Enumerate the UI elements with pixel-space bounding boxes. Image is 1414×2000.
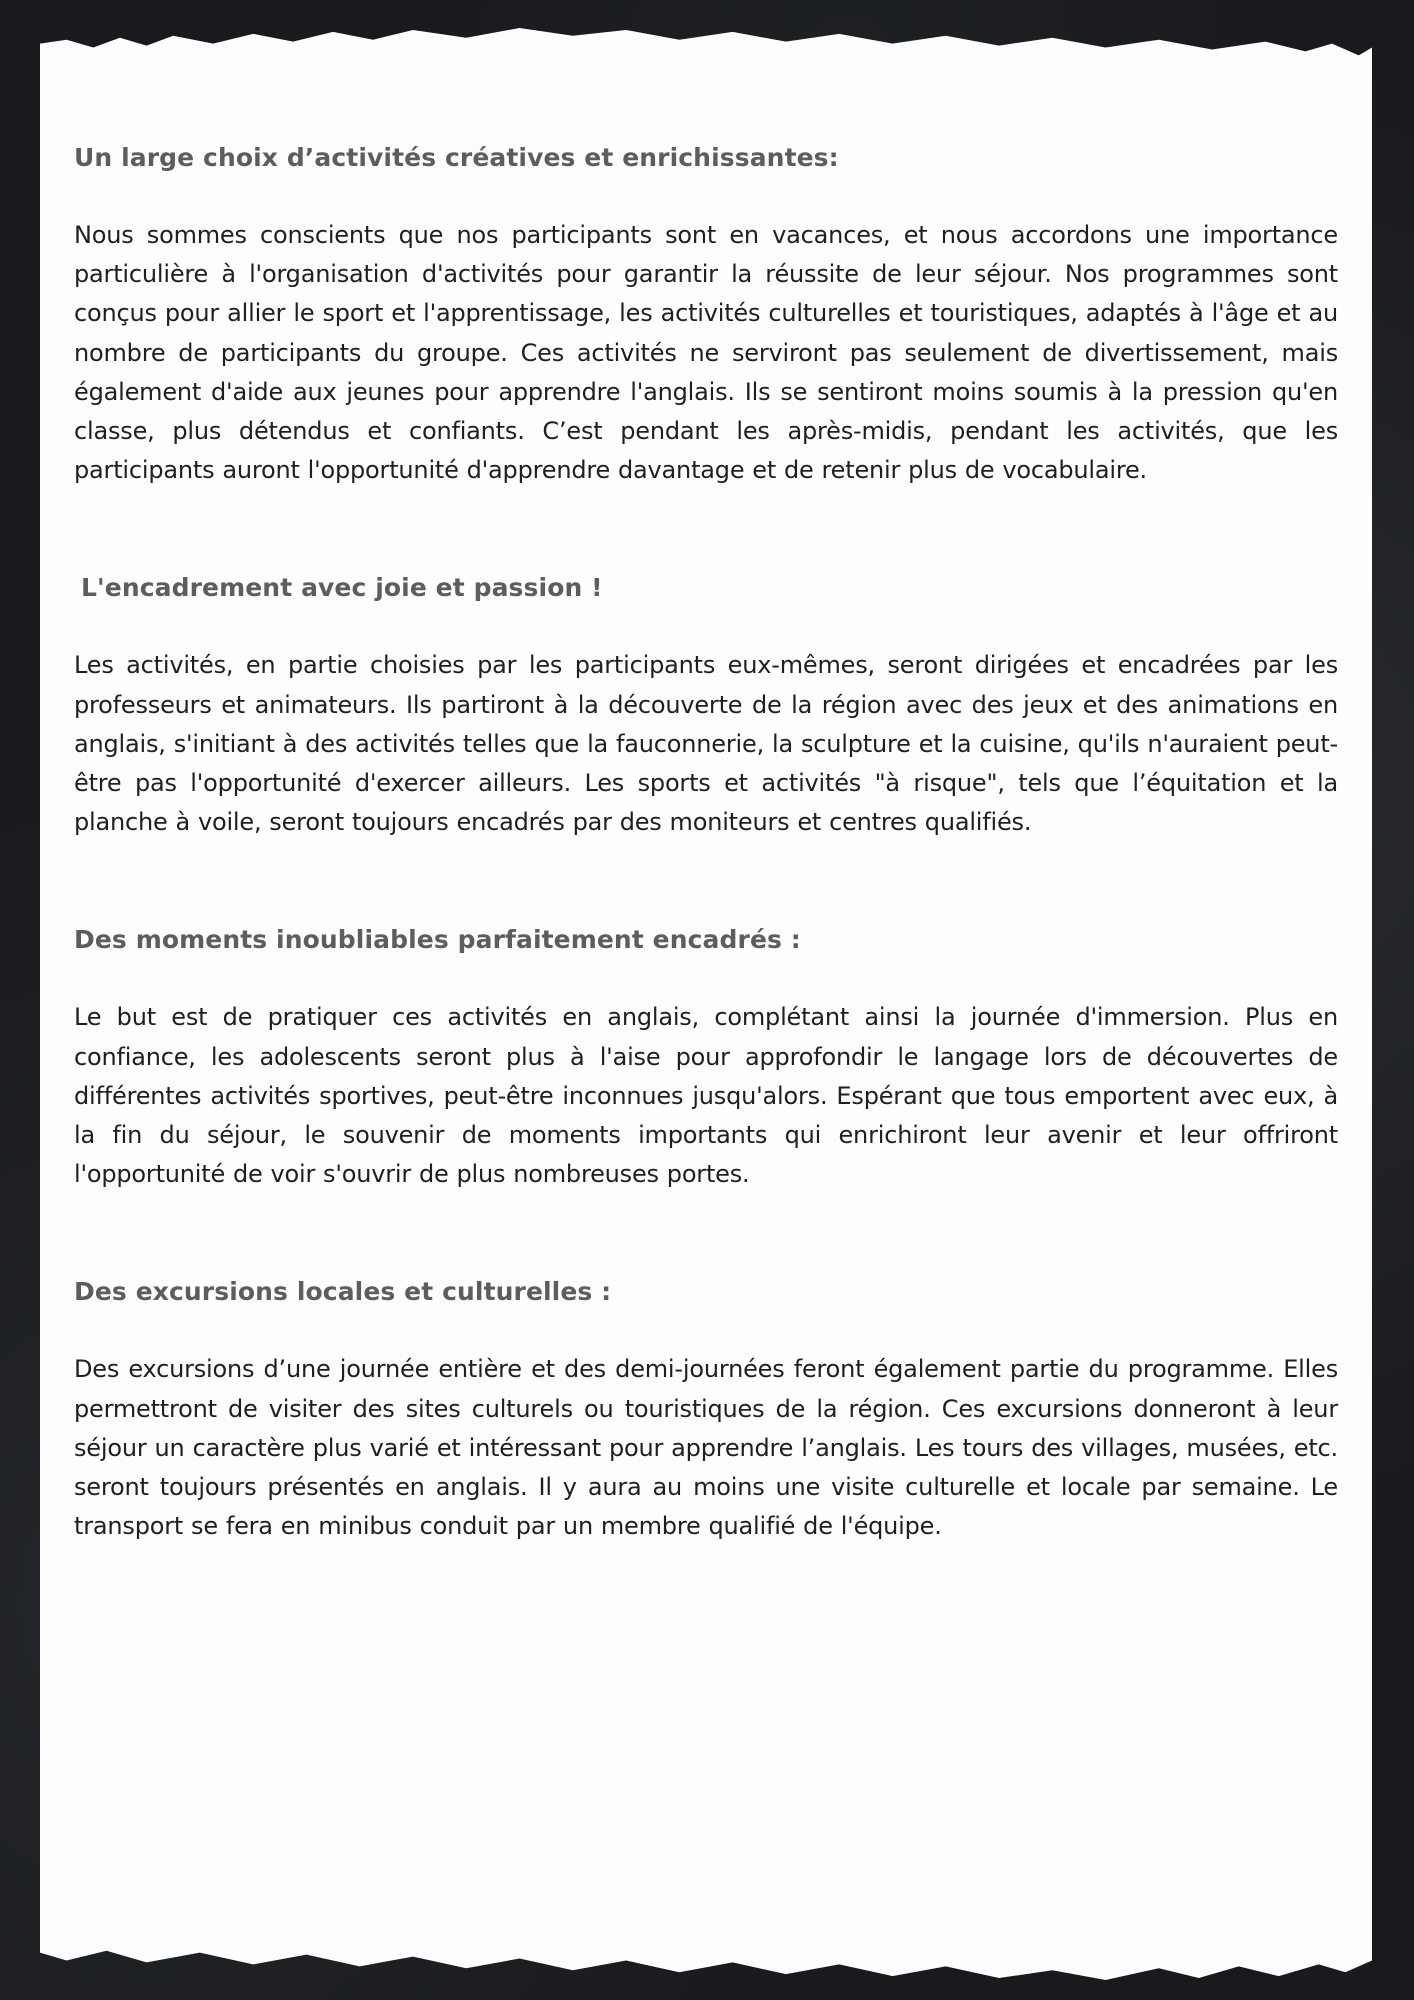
- section-creative-activities: [74, 138, 1338, 490]
- document-content: [74, 138, 1338, 1546]
- section-body-unforgettable-moments: Le but est de pratiquer ces activités en anglais, complétant ainsi la journée d'immersion. Plus en confiance, les adolescents seront plus à l'aise pour approfondir le langage lors de découvertes de différentes activités sportives, peut-être inconnues jusqu'alors. Espérant que tous emportent avec eux, à la fin du séjour, le souvenir de moments importants qui enrichiront leur avenir et leur offriront l'opportunité de voir s'ouvrir de plus nombreuses portes.: [74, 1003, 1338, 1189]
- section-title-excursions: Des excursions locales et culturelles :: [74, 1277, 612, 1307]
- section-title-creative-activities: Un large choix d’activités créatives et enrichissantes:: [74, 143, 839, 172]
- section-title-supervision: L'encadrement avec joie et passion !: [81, 573, 603, 603]
- section-supervision: [74, 568, 1338, 842]
- section-excursions: [74, 1272, 1338, 1546]
- section-unforgettable-moments: [74, 920, 1338, 1194]
- section-body-creative-activities: Nous sommes conscients que nos participants sont en vacances, et nous accordons une importance particulière à l'organisation d'activités pour garantir la réussite de leur séjour. Nos programmes sont conçus pour allier le sport et l'apprentissage, les activités culturelles et touristiques, adaptés à l'âge et au nombre de participants du groupe. Ces activités ne serviront pas seulement de divertissement, mais également d'aide aux jeunes pour apprendre l'anglais. Ils se sentiront moins soumis à la pression qu'en classe, plus détendus et confiants. C’est pendant les après-midis, pendant les activités, que les participants auront l'opportunité d'apprendre davantage et de retenir plus de vocabulaire.: [74, 221, 1338, 485]
- section-title-unforgettable-moments: Des moments inoubliables parfaitement encadrés :: [74, 925, 801, 955]
- section-body-supervision: Les activités, en partie choisies par les participants eux-mêmes, seront dirigées et encadrées par les professeurs et animateurs. Ils partiront à la découverte de la région avec des jeux et des animations en anglais, s'initiant à des activités telles que la fauconnerie, la sculpture et la cuisine, qu'ils n'auraient peut-être pas l'opportunité d'exercer ailleurs. Les sports et activités "à risque", tels que l’équitation et la planche à voile, seront toujours encadrés par des moniteurs et centres qualifiés.: [74, 651, 1338, 837]
- section-body-excursions: Des excursions d’une journée entière et des demi-journées feront également partie du programme. Elles permettront de visiter des sites culturels ou touristiques de la région. Ces excursions donneront à leur séjour un caractère plus varié et intéressant pour apprendre l’anglais. Les tours des villages, musées, etc. seront toujours présentés en anglais. Il y aura au moins une visite culturelle et locale par semaine. Le transport se fera en minibus conduit par un membre qualifié de l'équipe.: [74, 1355, 1338, 1541]
